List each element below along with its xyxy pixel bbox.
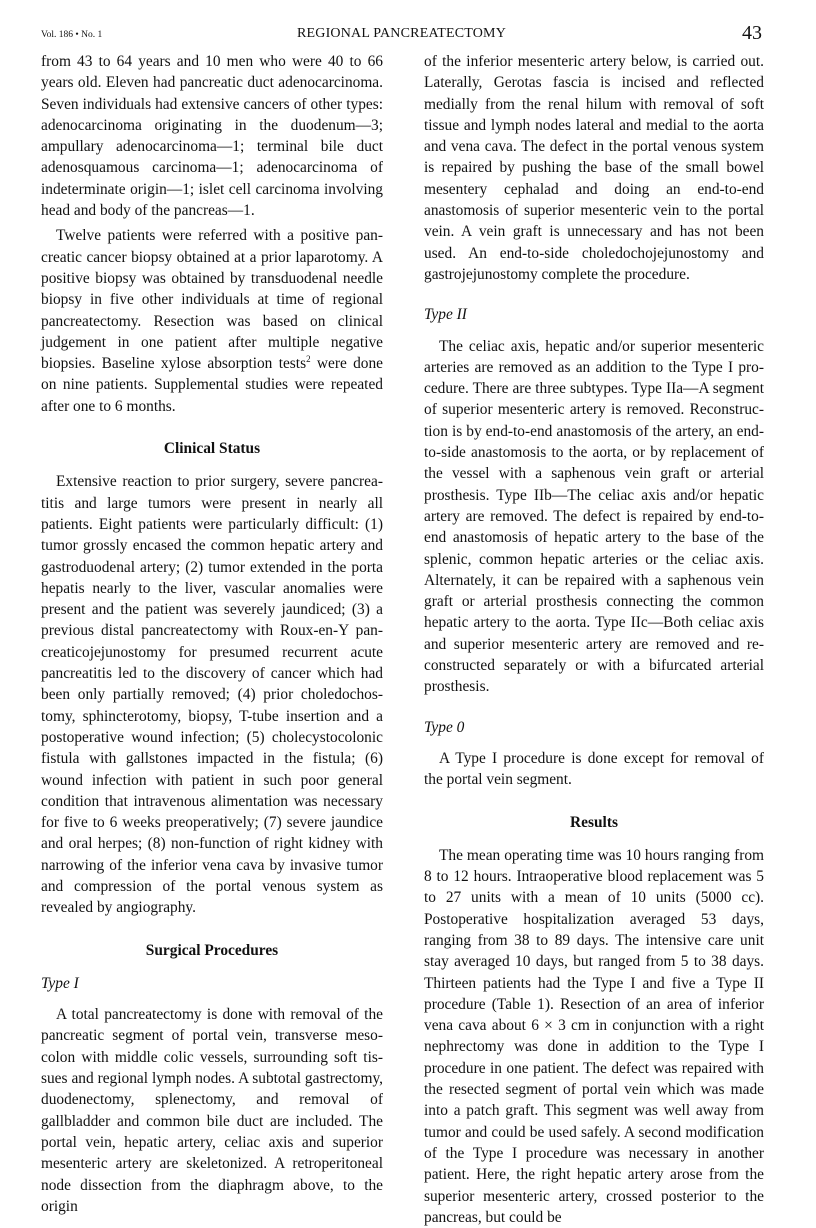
section-heading-results: Results — [570, 813, 618, 831]
subheading-type-i: Type I — [41, 974, 79, 992]
text: were done on nine patients. Supplemental studies were repeated after one to 6 months. — [41, 355, 384, 415]
running-header — [41, 22, 762, 46]
running-title: REGIONAL PANCREATECTOMY — [296, 26, 507, 41]
section-heading-clinical-status: Clinical Status — [163, 440, 261, 458]
citation-ref: 2 — [306, 354, 311, 365]
paragraph: of the inferior mesenteric artery below, is carried out. Laterally, Gerotas fascia is incised and reflected medially from the renal hilum with removal of soft tissue and lymph nodes lateral and medial to the aorta and vena cava. The defect in the portal venous system is repaired by pushing the base of the small bowel mesentery cephalad and doing an end-to-end anastomosis of superior mesenteric vein to the portal vein. A vein graft is unnecessary and has not been used. An end-to-side choledochojejunostomy and gastrojejunostomy complete the procedure. — [424, 53, 764, 283]
paragraph: Extensive reaction to prior surgery, severe pancreatitis and large tumors were present in nearly all patients. Eight patients were particularly difficult: (1) tumor grossly encased the common hepatic artery and gastroduodenal artery; (2) tumor extended in the porta hepatis nearly to the liver, vascular anomalies were present and the patient was severely jaundiced; (3) a previous distal pancreatectomy with Roux-en-Y pancreaticojejunostomy for presumed recurrent acute pancreatitis led to the discovery of cancer which had been only partially removed; (4) prior choledochostomy, sphincterotomy, biopsy, T-tube insertion and a postoperative wound infection; (5) cholecystocolonic fistula with gallstones impacted in the fistula; (6) wound infection with patient in such poor general condition that intravenous alimentation was necessary for five to 6 weeks preoperatively; (7) severe jaundice and oral herpes; (8) non-function of right kidney with narrowing of the inferior vena cava by invasive tumor and compression of the portal venous system as revealed by angiography. — [41, 473, 383, 917]
text: Twelve patients were referred with a positive pancreatic cancer biopsy obtained at a prior laparotomy. A positive biopsy was obtained by transduodenal needle biopsy in five other individuals at time of regional pancreatectomy. Resection was based on clinical judgement in one patient after multiple negative biopsies. Baseline xylose absorption tests — [41, 227, 383, 373]
right-column — [424, 51, 764, 1228]
section-heading-surgical-procedures: Surgical Procedures — [145, 941, 279, 959]
paragraph: The celiac axis, hepatic and/or superior mesenteric arteries are removed as an addition to the Type I procedure. There are three subtypes. Type IIa—A segment of superior mesenteric artery is removed. Reconstruction is by end-to-end anastomosis of the artery, an end-to-side anastomosis to the aorta, or by replacement of the vessel with a saphenous vein graft or arterial prosthesis. Type IIb—The celiac axis and/or hepatic artery are removed. The defect is repaired by end-to-end anastomosis of hepatic artery to the base of the splenic, common hepatic arteries or the celiac axis. Alternately, it can be repaired with a saphenous vein graft or arterial prosthesis connecting the common hepatic artery to the aorta. Type IIc—Both celiac axis and superior mesenteric artery are removed and reconstructed separately or with a bifurcated arterial prosthesis. — [424, 337, 764, 696]
paragraph: A total pancreatectomy is done with removal of the pancreatic segment of portal vein, transverse mesocolon with middle colic vessels, surrounding soft tissues and regional lymph nodes. A subtotal gastrectomy, duodenectomy, splenectomy, and removal of gallbladder and common bile duct are included. The portal vein, hepatic artery, celiac axis and superior mesenteric artery are skeletonized. A retroperitoneal node dissection from the diaphragm above, to the origin — [41, 1006, 383, 1215]
page-number: 43 — [742, 22, 762, 44]
paragraph: from 43 to 64 years and 10 men who were 40 to 66 years old. Eleven had pancreatic duct adenocarcinoma. Seven individuals had extensive cancers of other types: adenocarcinoma originating in the duodenum—3; ampullary adenocarcinoma—1; terminal bile duct adenosquamous carcinoma—1; adenocarcinoma of indeterminate origin—1; islet cell carcinoma involving head and body of the pancreas—1. — [41, 53, 383, 220]
paragraph: A Type I procedure is done except for removal of the portal vein segment. — [424, 749, 764, 789]
left-column — [41, 51, 383, 1217]
subheading-type-ii: Type II — [424, 306, 467, 324]
paragraph — [41, 225, 383, 417]
paragraph: The mean operating time was 10 hours ranging from 8 to 12 hours. Intraoperative blood replacement was 5 to 27 units with a mean of 10 units (5000 cc). Postoperative hospitalization averaged 53 days, ranging from 38 to 89 days. The intensive care unit stay averaged 10 days, but ranged from 5 to 38 days. Thirteen patients had the Type I and five a Type II procedure (Table 1). Resection of an area of inferior vena cava about 6 × 3 cm in conjunction with a right nephrectomy was done in addition to the Type I procedure in one patient. The defect was repaired with the resected segment of portal vein which was made into a patch graft. This segment was well away from tumor and could be used safely. A second modification of the Type I procedure was necessary in another patient. Here, the right hepatic artery arose from the superior mesenteric artery, crossed posterior to the pancreas, but could be — [424, 846, 764, 1226]
subheading-type-0: Type 0 — [424, 718, 465, 736]
volume-issue: Vol. 186 • No. 1 — [41, 30, 103, 40]
